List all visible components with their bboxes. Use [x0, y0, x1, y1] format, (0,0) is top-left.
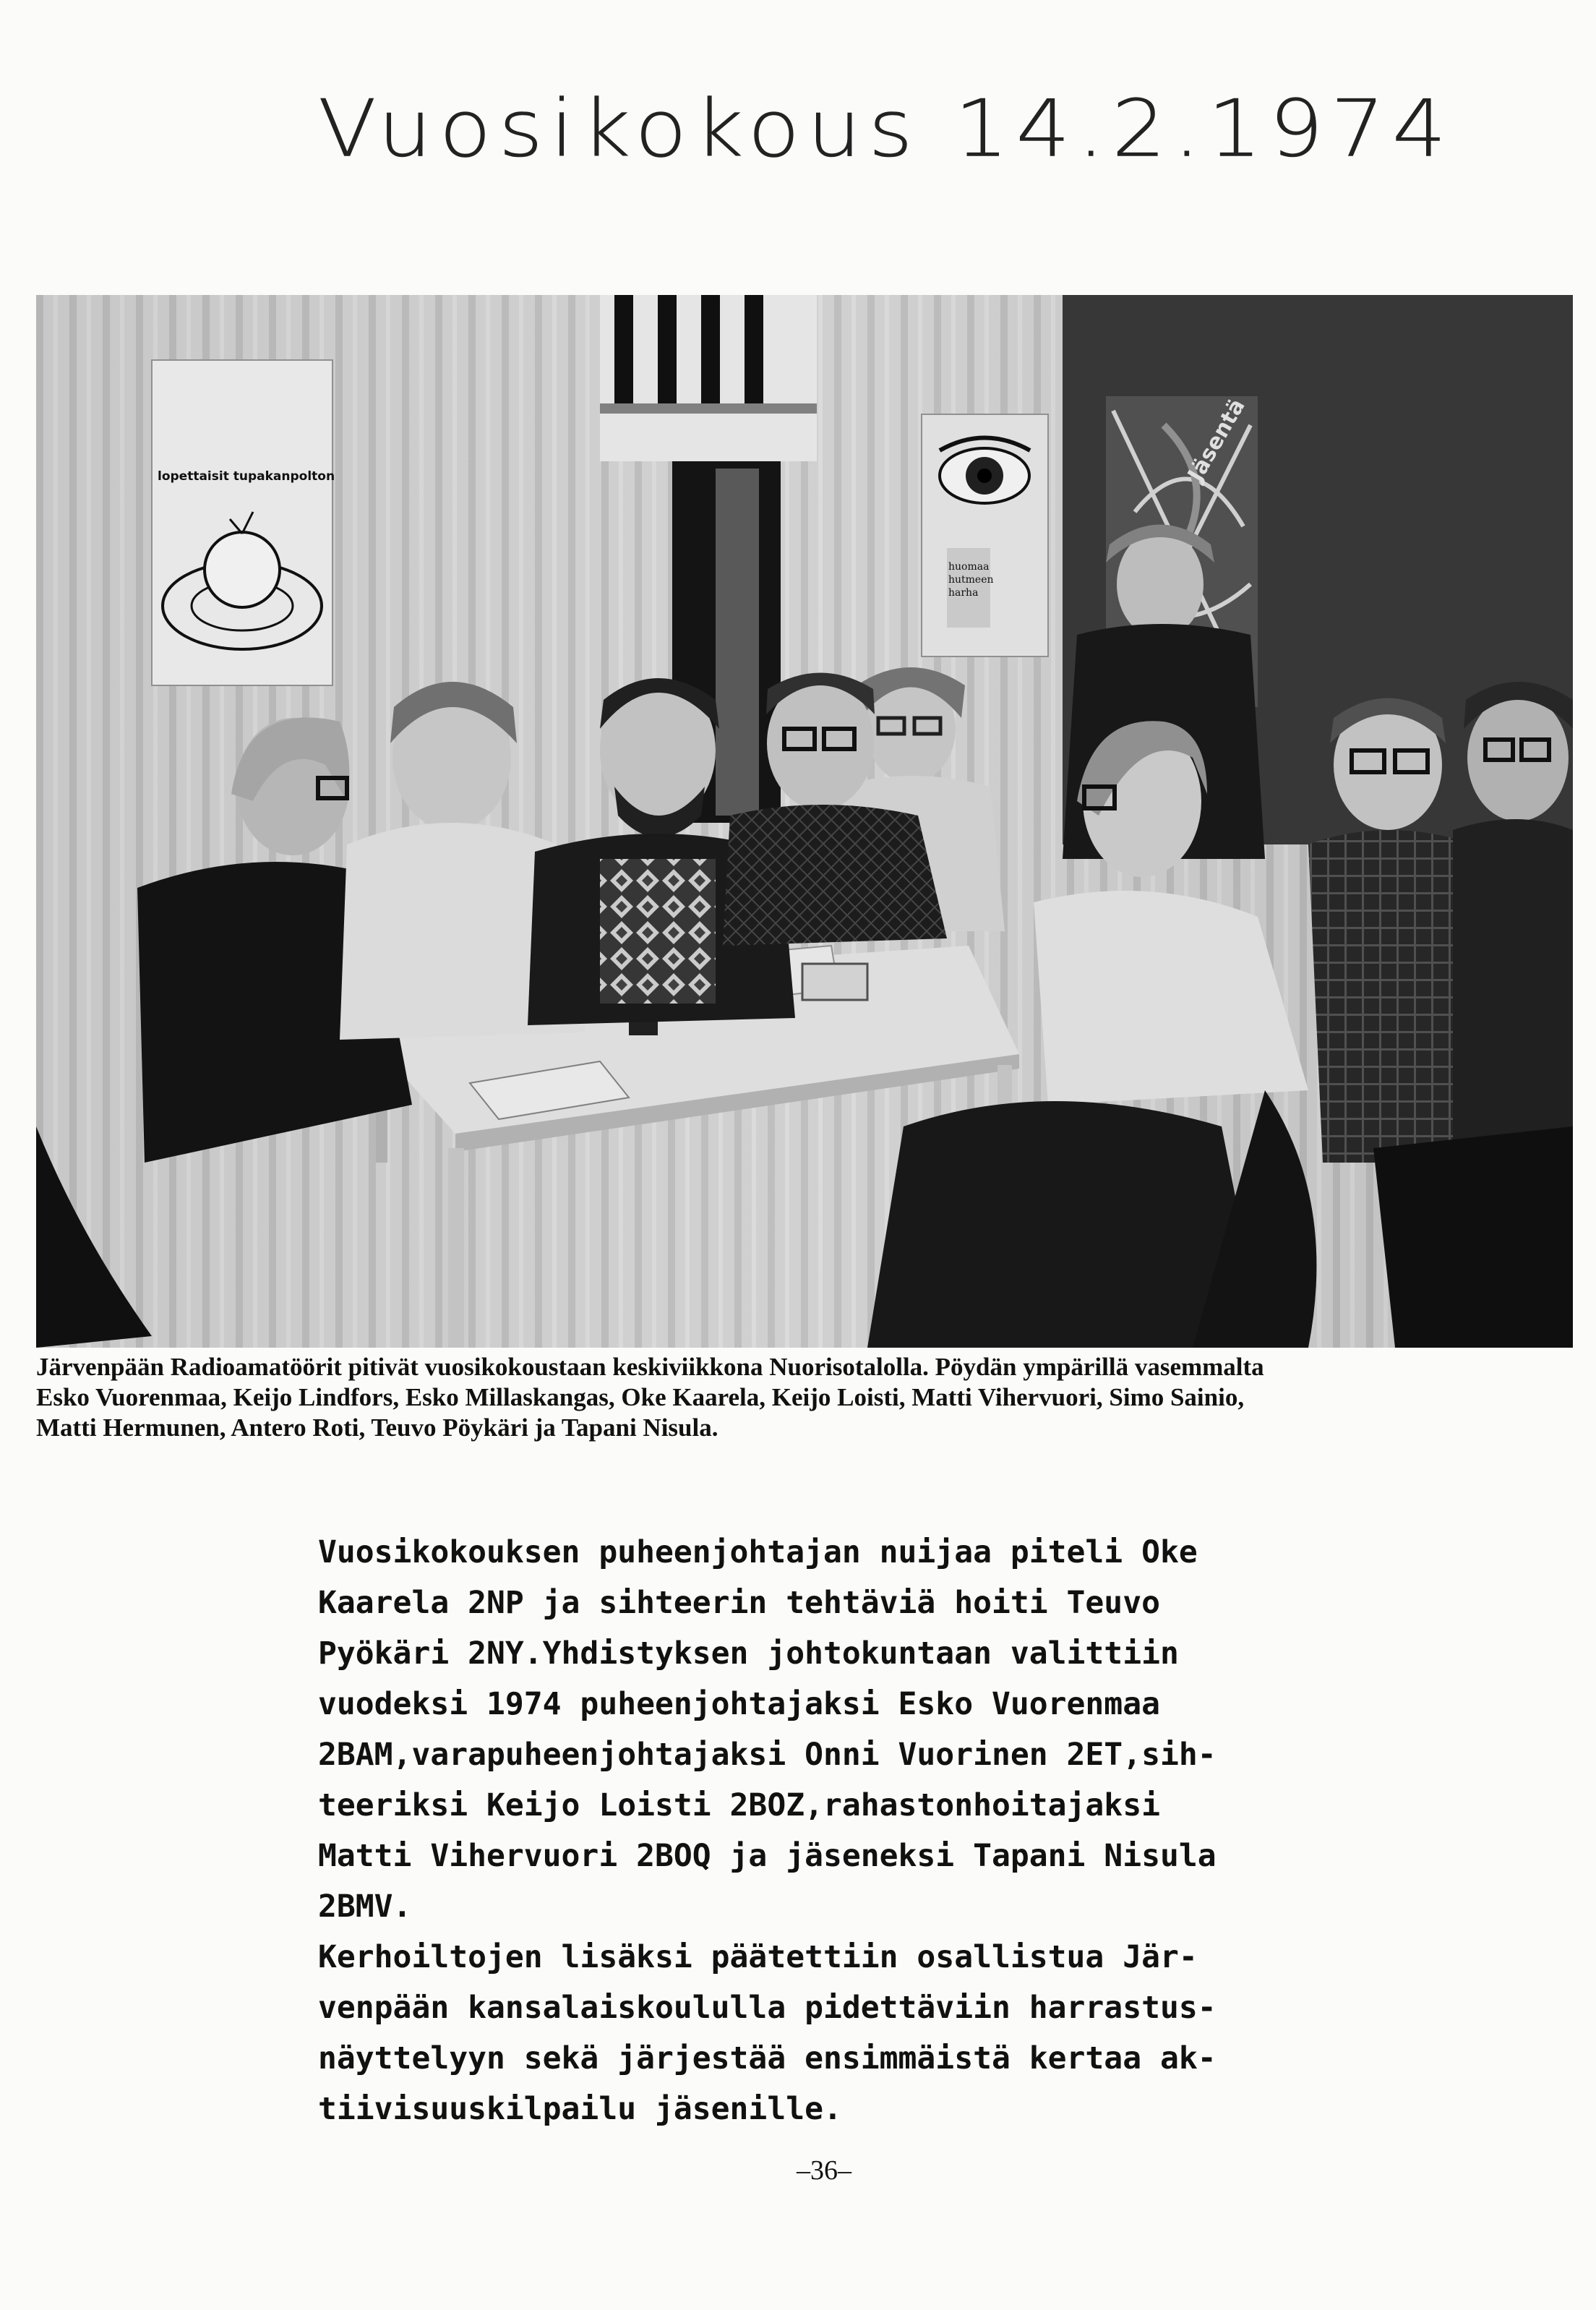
caption-line: Esko Vuorenmaa, Keijo Lindfors, Esko Millaskangas, Oke Kaarela, Keijo Loisti, Matti Vihervuori, Simo Sainio, [36, 1383, 1245, 1411]
body-line: Vuosikokouksen puheenjohtajan nuijaa piteli Oke [318, 1534, 1198, 1570]
poster-eye-line-2: hutmeen [948, 574, 994, 586]
body-line: 2BAM,varapuheenjohtajaksi Onni Vuorinen 2ET,sih- [318, 1737, 1217, 1773]
body-line: teeriksi Keijo Loisti 2BOZ,rahastonhoitajaksi [318, 1787, 1160, 1823]
body-line: näyttelyyn sekä järjestää ensimmäistä kertaa ak- [318, 2040, 1217, 2076]
caption-line: Järvenpään Radioamatöörit pitivät vuosikokoustaan keskiviikkona Nuorisotalolla. Pöydän ympärillä vasemmalta [36, 1353, 1264, 1381]
body-text [318, 1527, 1287, 2134]
poster-eye-line-1: huomaa [948, 561, 990, 573]
body-line: 2BMV. [318, 1888, 412, 1925]
page-number: –36– [797, 2155, 851, 2186]
body-line: Pyökäri 2NY.Yhdistyksen johtokuntaan valittiin [318, 1635, 1179, 1672]
page-title: Vuosikokous 14.2.1974 [318, 82, 1454, 175]
body-line: Kerhoiltojen lisäksi päätettiin osallistua Jär- [318, 1939, 1198, 1975]
body-line: venpään kansalaiskoululla pidettäviin harrastus- [318, 1990, 1217, 2026]
body-line: vuodeksi 1974 puheenjohtajaksi Esko Vuorenmaa [318, 1686, 1160, 1722]
poster-left-text: lopettaisit tupakanpolton [158, 469, 335, 484]
body-line: Matti Vihervuori 2BOQ ja jäseneksi Tapani Nisula [318, 1838, 1217, 1874]
group-photo [36, 295, 1573, 1348]
poster-eye-line-3: harha [948, 587, 979, 599]
photo-caption [36, 1352, 1576, 1443]
body-line: tiivisuuskilpailu jäsenille. [318, 2091, 842, 2127]
poster-abstract-text: Jäsentä [1183, 394, 1250, 486]
body-line: Kaarela 2NP ja sihteerin tehtäviä hoiti Teuvo [318, 1585, 1160, 1621]
caption-line: Matti Hermunen, Antero Roti, Teuvo Pöykäri ja Tapani Nisula. [36, 1413, 718, 1442]
